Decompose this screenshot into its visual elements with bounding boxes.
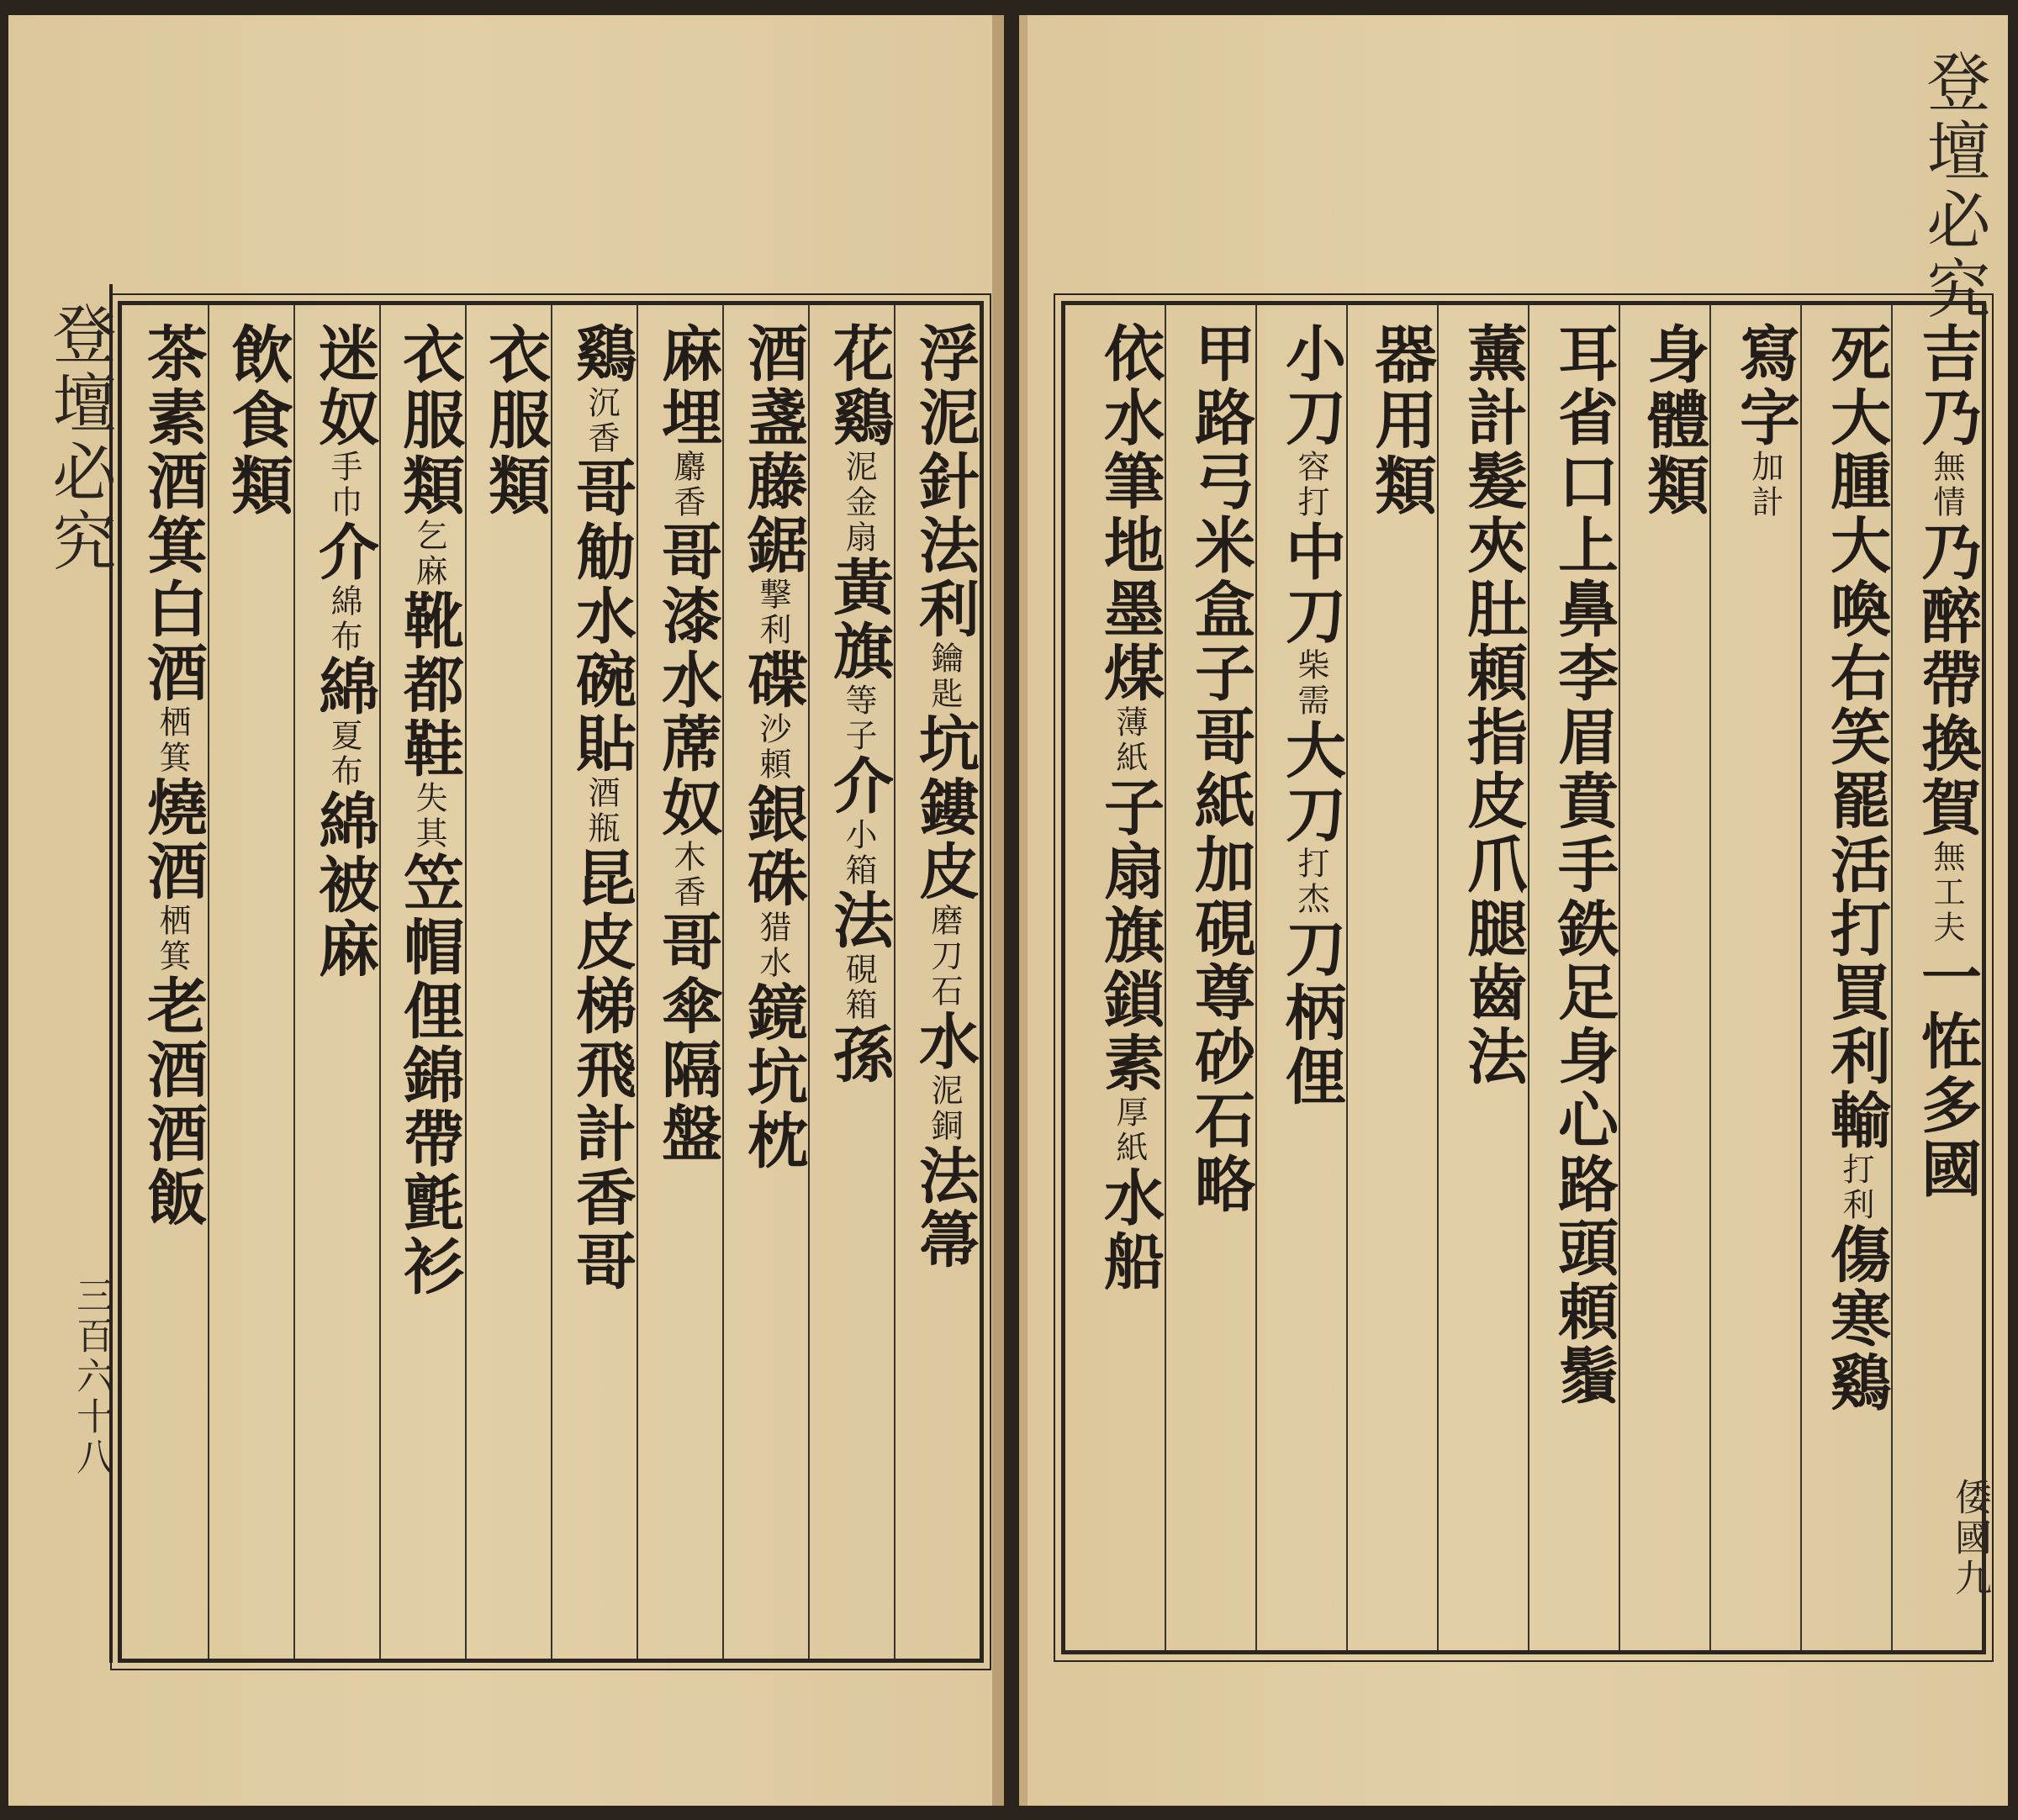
entry-word: 賀 — [1911, 776, 1983, 840]
column-rule — [894, 305, 895, 1659]
entry-word: 大 — [1820, 386, 1892, 450]
right-margin-title: 登壇必究 — [1916, 49, 1991, 324]
text-column — [213, 322, 293, 1642]
entry-word: 足 — [1548, 961, 1619, 1025]
reading-gloss: 麝香 — [668, 450, 705, 520]
entry-word: 船 — [1094, 1230, 1165, 1294]
text-column — [298, 322, 380, 1642]
entry-word: 靴 — [394, 589, 465, 653]
column-rule — [465, 305, 467, 1659]
entry-word: 罷 — [1820, 769, 1892, 833]
entry-word: 地 — [1094, 514, 1165, 578]
reading-gloss: 木香 — [668, 840, 705, 910]
reading-gloss: 打利 — [1837, 1153, 1874, 1223]
entry-word: 手 — [1548, 833, 1619, 897]
entry-word: 帶 — [1911, 648, 1983, 712]
entry-word: 活 — [1820, 833, 1892, 897]
entry-word: 素 — [137, 386, 209, 450]
entry-word: 省 — [1548, 386, 1619, 450]
entry-word: 輸 — [1820, 1089, 1892, 1153]
entry-word: 法利 — [909, 514, 980, 641]
entry-word: 法 — [823, 889, 895, 952]
column-rule — [293, 305, 295, 1659]
right-page — [1019, 15, 2008, 1806]
text-column — [1260, 322, 1347, 1642]
entry-word: 盤 — [652, 1102, 723, 1166]
text-column — [1170, 322, 1256, 1642]
entry-word: 薰計 — [1457, 322, 1529, 450]
entry-word: 介 — [823, 754, 895, 818]
reading-gloss: 綿布 — [325, 584, 362, 655]
text-column — [384, 322, 465, 1642]
entry-word: 隔 — [652, 1038, 723, 1102]
entry-word: 換 — [1911, 712, 1983, 776]
left-margin-title: 登壇必究 — [42, 301, 117, 577]
column-rule — [1437, 305, 1439, 1650]
reading-gloss: 磨刀石 — [926, 904, 963, 1010]
entry-word: 鏡 — [737, 981, 809, 1045]
entry-word: 哥 — [652, 520, 723, 584]
entry-word: 中刀 — [1276, 520, 1347, 648]
reading-gloss: 柴需 — [1292, 648, 1329, 719]
entry-word: 頼 — [1457, 641, 1529, 705]
entry-word: 綿 — [309, 789, 380, 853]
entry-word: 耳 — [1548, 322, 1619, 386]
entry-word: 鋸 — [737, 514, 809, 578]
entry-word: 路 — [1548, 1153, 1619, 1216]
entry-word: 法 — [909, 1144, 980, 1208]
entry-word: 鼻 — [1548, 578, 1619, 641]
entry-word: 鉄 — [1548, 897, 1619, 961]
entry-word: 藤 — [737, 450, 809, 514]
entry-word: 髮 — [1457, 450, 1529, 514]
text-column — [556, 322, 637, 1642]
entry-word: 弓 — [1185, 450, 1256, 514]
entry-word: 奴 — [652, 776, 723, 840]
entry-word: 蓆 — [652, 712, 723, 776]
entry-word: 漆 — [652, 584, 723, 648]
entry-word: 大 — [1820, 514, 1892, 578]
entry-word: 皮 — [1457, 769, 1529, 833]
text-column — [127, 322, 209, 1642]
entry-word: 身 — [1548, 1025, 1619, 1089]
reading-gloss: 加計 — [1746, 450, 1783, 520]
entry-word: 介 — [309, 520, 380, 584]
entry-word: 針 — [909, 450, 980, 514]
entry-word: 箒 — [909, 1208, 980, 1272]
entry-word: 煤 — [1094, 641, 1165, 705]
entry-word: 白酒 — [137, 578, 209, 705]
entry-word: 傷寒 — [1820, 1223, 1892, 1351]
left-outer-rule — [109, 284, 113, 1663]
entry-word: 扇 — [1094, 840, 1165, 904]
entry-word: 頼 — [1548, 1280, 1619, 1344]
reading-gloss: 泥金扇 — [840, 450, 877, 556]
category-heading: 身體類 — [1637, 322, 1709, 519]
entry-word: 俚 — [394, 979, 465, 1043]
entry-word: 大刀 — [1276, 719, 1347, 847]
text-column — [1442, 322, 1529, 1642]
entry-word: 恠 — [1911, 1010, 1983, 1074]
category-heading: 飲食類 — [221, 322, 293, 519]
entry-word: 燒酒 — [137, 776, 209, 904]
entry-word: 腿 — [1457, 897, 1529, 961]
entry-word: 多 — [1911, 1074, 1983, 1137]
entry-word: 銀硃 — [737, 783, 809, 910]
category-heading: 衣服類 — [478, 322, 551, 519]
entry-word: 買 — [1820, 961, 1892, 1025]
reading-gloss: 小箱 — [840, 818, 877, 889]
column-rule — [551, 305, 552, 1659]
entry-word: 盒子 — [1185, 578, 1256, 705]
reading-gloss: 鑰匙 — [926, 641, 963, 712]
entry-word: 子 — [1094, 776, 1165, 840]
entry-word: 麻埋 — [652, 322, 723, 450]
reading-gloss: 猎水 — [754, 910, 791, 981]
entry-word: 帶 — [394, 1107, 465, 1171]
entry-word: 水 — [909, 1010, 980, 1074]
entry-word: 茶 — [137, 322, 209, 386]
entry-word: 乃 — [1911, 520, 1983, 584]
text-column — [642, 322, 723, 1642]
entry-word: 老酒 — [137, 974, 209, 1102]
entry-word: 爪 — [1457, 833, 1529, 897]
entry-word: 上 — [1548, 514, 1619, 578]
entry-word: 砂石 — [1185, 1025, 1256, 1153]
reading-gloss: 等子 — [840, 683, 877, 754]
entry-word: 醉 — [1911, 584, 1983, 648]
entry-word: 鎖 — [1094, 968, 1165, 1031]
entry-word: 寫字 — [1730, 322, 1801, 450]
entry-word: 迷奴 — [309, 322, 380, 450]
text-column — [1624, 322, 1709, 1642]
entry-word: 錦 — [394, 1043, 465, 1107]
entry-word: 李 — [1548, 641, 1619, 705]
entry-word: 坑 — [909, 712, 980, 776]
entry-word: 鞋 — [394, 717, 465, 781]
entry-word: 孫 — [823, 1023, 895, 1087]
reading-gloss: 容打 — [1292, 450, 1329, 520]
reading-gloss: 乞麻 — [410, 519, 447, 589]
entry-word: 香 — [566, 1166, 637, 1230]
entry-word: 鬚 — [1548, 1344, 1619, 1408]
entry-word: 哥 — [566, 1230, 637, 1294]
entry-word: 鷄 — [566, 322, 637, 386]
reading-gloss: 厚紙 — [1111, 1095, 1148, 1166]
text-column — [1714, 322, 1801, 1642]
entry-word: 水 — [566, 584, 637, 648]
entry-word: 碟 — [737, 648, 809, 712]
entry-word: 俚 — [1276, 1045, 1347, 1109]
reading-gloss: 沉香 — [583, 386, 620, 456]
reading-gloss: 栖箕 — [154, 904, 191, 974]
entry-word: 夾 — [1457, 514, 1529, 578]
entry-word: 路 — [1185, 386, 1256, 450]
entry-word: 都 — [394, 653, 465, 717]
text-column — [1079, 322, 1165, 1642]
reading-gloss: 失其 — [410, 781, 447, 852]
entry-word: 觔 — [566, 520, 637, 584]
entry-word: 小刀 — [1276, 322, 1347, 450]
reading-gloss: 手巾 — [325, 450, 362, 520]
entry-word: 被 — [309, 853, 380, 917]
reading-gloss: 打杰 — [1292, 847, 1329, 917]
entry-word: 心 — [1548, 1089, 1619, 1153]
entry-word: 硯 — [1185, 897, 1256, 961]
entry-word: 齒 — [1457, 961, 1529, 1025]
entry-word: 麻 — [309, 917, 380, 981]
entry-word: 氈衫 — [394, 1171, 465, 1299]
column-rule — [1709, 305, 1711, 1650]
entry-word: 米 — [1185, 514, 1256, 578]
entry-word: 哥 — [1185, 705, 1256, 769]
text-column — [727, 322, 809, 1642]
text-column — [1533, 322, 1619, 1642]
text-column — [1896, 322, 1983, 1642]
entry-word: 腫 — [1820, 450, 1892, 514]
entry-word: 飛計 — [566, 1038, 637, 1166]
entry-word: 加 — [1185, 833, 1256, 897]
entry-word: 法 — [1457, 1025, 1529, 1089]
reading-gloss: 撃利 — [754, 578, 791, 648]
entry-word: 酒 — [137, 1102, 209, 1166]
entry-word: 碗 — [566, 648, 637, 712]
text-column — [1351, 322, 1437, 1642]
text-column — [899, 322, 980, 1642]
entry-word: 水 — [1094, 1166, 1165, 1230]
reading-gloss: 無情 — [1928, 450, 1965, 520]
entry-word: 酒盞 — [737, 322, 809, 450]
entry-word: 指 — [1457, 705, 1529, 769]
entry-word: 眉 — [1548, 705, 1619, 769]
entry-word: 水 — [652, 648, 723, 712]
entry-word: 素 — [1094, 1031, 1165, 1095]
entry-word: 紙 — [1185, 769, 1256, 833]
entry-word: 哥 — [566, 456, 637, 520]
entry-word: 昆皮 — [566, 847, 637, 974]
left-page — [8, 15, 1004, 1806]
entry-word: 傘 — [652, 974, 723, 1038]
entry-word: 綿 — [309, 655, 380, 719]
entry-word: 喚 — [1820, 578, 1892, 641]
reading-gloss: 酒瓶 — [583, 776, 620, 847]
entry-word: 墨 — [1094, 578, 1165, 641]
column-rule — [1800, 305, 1802, 1650]
entry-word: 笠帽 — [394, 852, 465, 979]
entry-word: 甲 — [1185, 322, 1256, 386]
entry-word: 旗 — [1094, 904, 1165, 968]
entry-word: 口 — [1548, 450, 1619, 514]
entry-word: 死 — [1820, 322, 1892, 386]
entry-word: 刀柄 — [1276, 917, 1347, 1045]
entry-word: 鏤 — [909, 776, 980, 840]
entry-word: 利 — [1820, 1025, 1892, 1089]
entry-word: 貼 — [566, 712, 637, 776]
entry-word: 略 — [1185, 1153, 1256, 1216]
entry-word: 打 — [1820, 897, 1892, 961]
entry-word: 梯 — [566, 974, 637, 1038]
entry-word: 頭 — [1548, 1216, 1619, 1280]
entry-word: 花鷄 — [823, 322, 895, 450]
entry-word: 筆 — [1094, 450, 1165, 514]
reading-gloss: 無工夫 — [1928, 840, 1965, 946]
entry-word: 枕 — [737, 1109, 809, 1173]
entry-word: 哥 — [652, 910, 723, 974]
reading-gloss: 薄紙 — [1111, 705, 1148, 776]
category-heading: 衣服類 — [393, 322, 465, 519]
category-heading: 器用類 — [1365, 322, 1437, 519]
column-rule — [379, 305, 381, 1659]
reading-gloss: 硯箱 — [840, 952, 877, 1023]
right-text-frame — [1061, 301, 1986, 1654]
entry-word: 浮泥 — [909, 322, 980, 450]
text-column — [1805, 322, 1892, 1642]
entry-word: 酒 — [137, 450, 209, 514]
entry-word: 坑 — [737, 1045, 809, 1109]
text-column — [813, 322, 895, 1642]
entry-word: 右 — [1820, 641, 1892, 705]
entry-word: 肚 — [1457, 578, 1529, 641]
reading-gloss: 栖箕 — [154, 705, 191, 776]
entry-word: 箕 — [137, 514, 209, 578]
entry-word: 國 — [1911, 1137, 1983, 1201]
entry-word: 依水 — [1094, 322, 1165, 450]
text-column — [470, 322, 551, 1642]
entry-word: 吉乃 — [1911, 322, 1983, 450]
right-fold-label: 倭國九 — [1948, 1478, 1991, 1599]
left-fold-label: 三百六十八 — [70, 1276, 113, 1478]
reading-gloss: 沙頼 — [754, 712, 791, 783]
entry-word: 尊 — [1185, 961, 1256, 1025]
entry-word: 皮 — [909, 840, 980, 904]
entry-word: 一 — [1911, 946, 1983, 1010]
entry-word: 鷄 — [1820, 1351, 1892, 1415]
entry-word: 飯 — [137, 1166, 209, 1230]
reading-gloss: 泥銅 — [926, 1074, 963, 1144]
reading-gloss: 夏布 — [325, 719, 362, 789]
left-text-frame — [118, 301, 984, 1663]
entry-word: 笑 — [1820, 705, 1892, 769]
entry-word: 黃旗 — [823, 556, 895, 683]
entry-word: 賁 — [1548, 769, 1619, 833]
